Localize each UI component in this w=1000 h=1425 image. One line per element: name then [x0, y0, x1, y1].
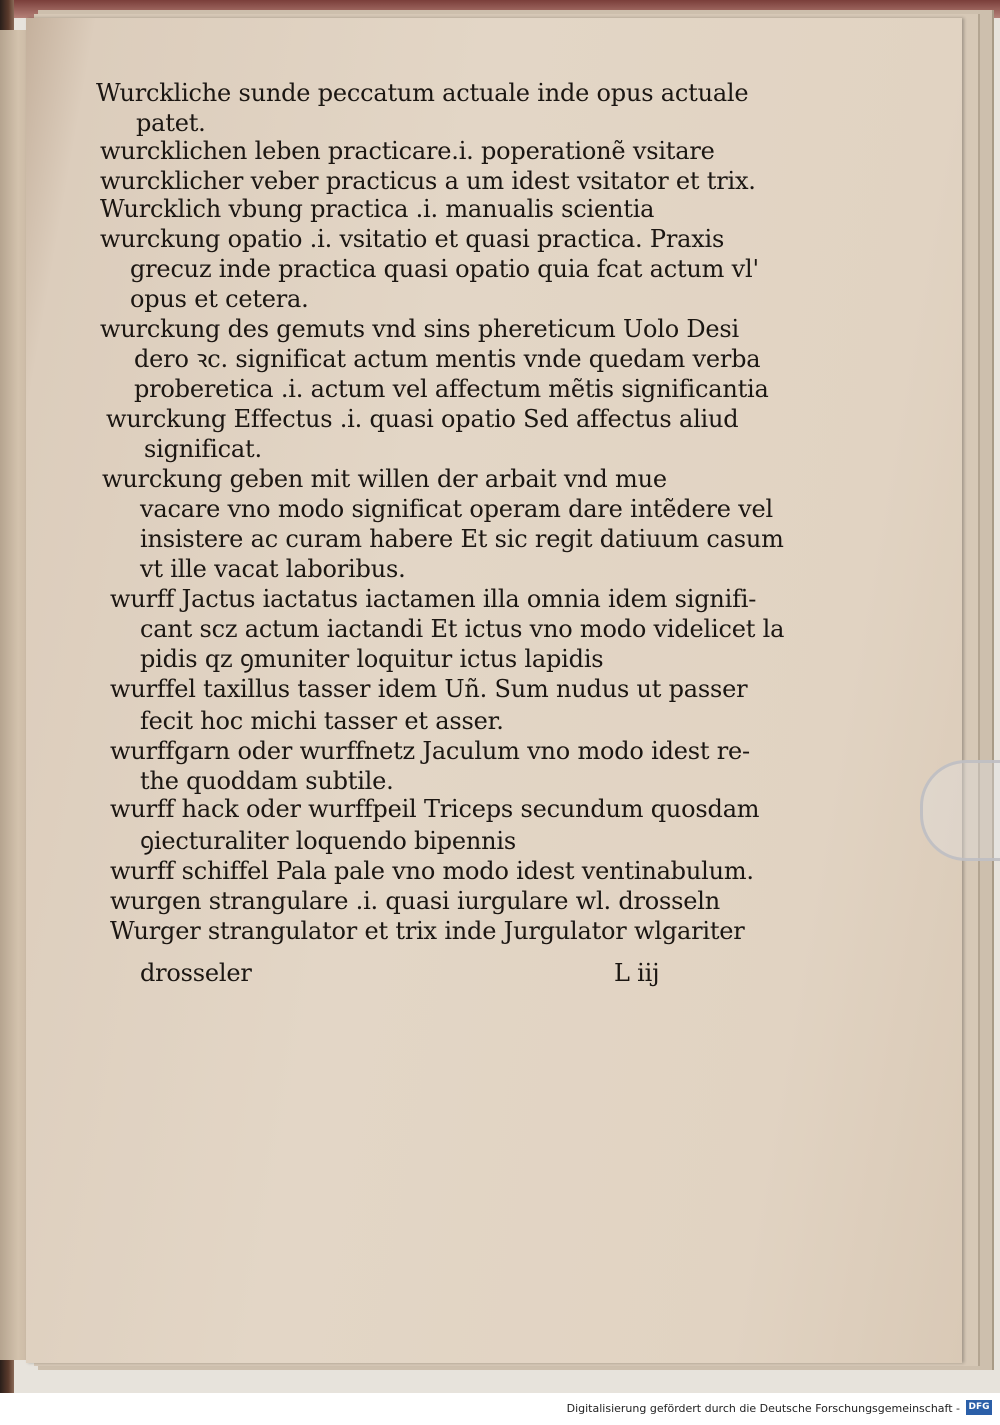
text-line: wurffel taxillus tasser idem Uñ. Sum nudus ut passer [110, 675, 748, 703]
text-line: dero ꝛc. significat actum mentis vnde quedam verba [134, 345, 761, 373]
text-line: wurckung opatio .i. vsitatio et quasi practica. Praxis [100, 225, 725, 253]
text-line: wurckung Effectus .i. quasi opatio Sed affectus aliud [106, 405, 739, 433]
text-line: pidis qz ꝯmuniter loquitur ictus lapidis [140, 645, 604, 673]
paper-clip [920, 760, 1000, 861]
text-line: drosseler [140, 959, 252, 987]
footer-bar [0, 1393, 1000, 1425]
text-line: wurff schiffel Pala pale vno modo idest ventinabulum. [110, 857, 754, 885]
text-line: insistere ac curam habere Et sic regit datiuum casum [140, 525, 784, 553]
previous-page-edge [0, 30, 27, 1360]
text-line: wurffgarn oder wurffnetz Jaculum vno modo idest re- [110, 737, 750, 765]
text-line: the quoddam subtile. [140, 767, 394, 795]
text-line: ꝯiecturaliter loquendo bipennis [140, 827, 516, 855]
text-line: proberetica .i. actum vel affectum mẽtis significantia [134, 375, 769, 403]
signature-mark: L iij [614, 959, 660, 987]
text-line: significat. [144, 435, 262, 463]
text-line: wurcklicher veber practicus a um idest vsitator et trix. [100, 167, 756, 195]
text-line: wurcklichen leben practicare.i. poperationẽ vsitare [100, 137, 715, 165]
text-line: opus et cetera. [130, 285, 309, 313]
text-line: wurff Jactus iactatus iactamen illa omnia idem signifi- [110, 585, 757, 613]
text-line: grecuz inde practica quasi opatio quia fcat actum vl' [130, 255, 759, 283]
text-line: wurff hack oder wurffpeil Triceps secundum quosdam [110, 795, 760, 823]
text-line: wurgen strangulare .i. quasi iurgulare wl. drosseln [110, 887, 720, 915]
text-line: wurckung des gemuts vnd sins phereticum Uolo Desi [100, 315, 740, 343]
text-line: cant scz actum iactandi Et ictus vno modo videlicet la [140, 615, 785, 643]
text-line: wurckung geben mit willen der arbait vnd mue [102, 465, 667, 493]
text-line: fecit hoc michi tasser et asser. [140, 707, 504, 735]
text-line: vt ille vacat laboribus. [140, 555, 406, 583]
page-text-block [96, 78, 796, 998]
text-line: Wurckliche sunde peccatum actuale inde opus actuale [96, 79, 749, 107]
text-line: patet. [136, 109, 206, 137]
dfg-logo-icon: DFG [966, 1400, 992, 1415]
text-line: vacare vno modo significat operam dare intẽdere vel [140, 495, 773, 523]
text-line: Wurger strangulator et trix inde Jurgulator wlgariter [110, 917, 745, 945]
text-line: Wurcklich vbung practica .i. manualis scientia [100, 195, 655, 223]
funding-note: Digitalisierung gefördert durch die Deutsche Forschungsgemeinschaft - [566, 1402, 960, 1415]
